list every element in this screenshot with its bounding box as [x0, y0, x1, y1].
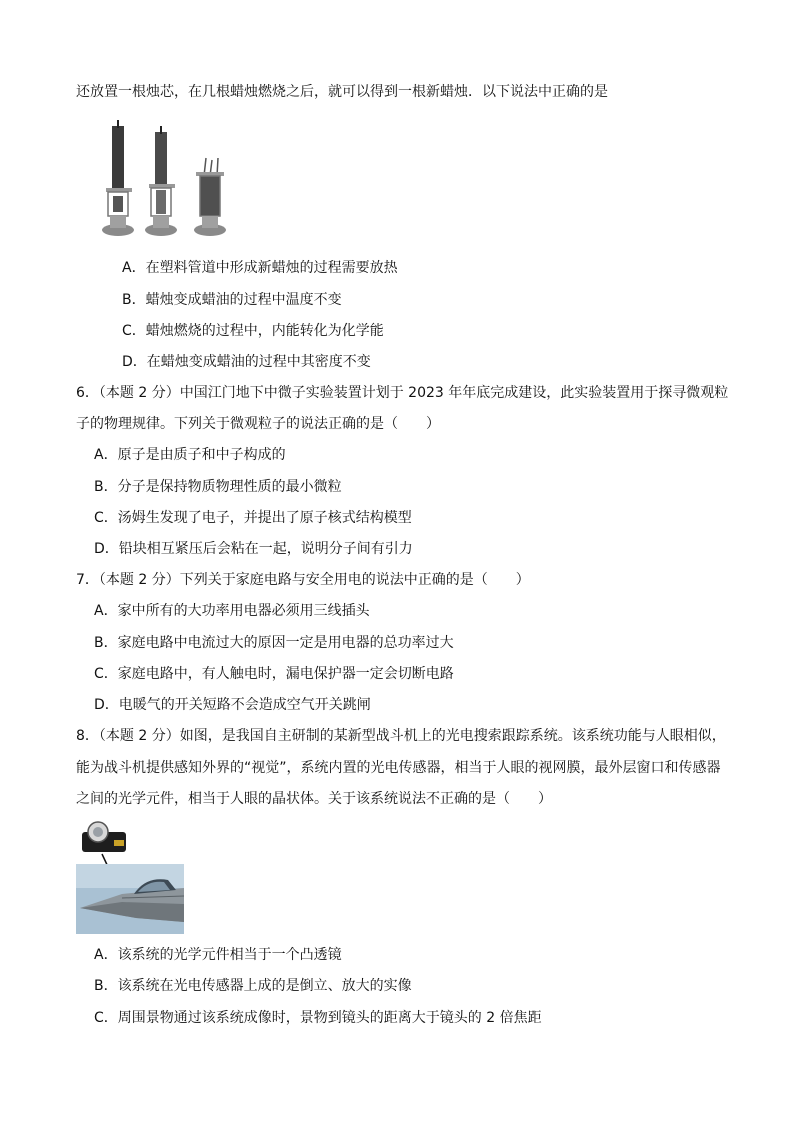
q7-stem-line1: 7．（本题 2 分）下列关于家庭电路与安全用电的说法中正确的是（ ）	[76, 572, 530, 588]
q8-option-c: C．周围景物通过该系统成像时，景物到镜头的距离大于镜头的 2 倍焦距	[94, 1010, 542, 1026]
q8-stem-line1: 8．（本题 2 分）如图，是我国自主研制的某新型战斗机上的光电搜索跟踪系统。该系统功能与人眼相似，	[76, 728, 726, 744]
q6-option-a: A．原子是由质子和中子构成的	[94, 447, 286, 463]
fighter-jet-figure	[76, 818, 184, 934]
q7-option-b: B．家庭电路中电流过大的原因一定是用电器的总功率过大	[94, 635, 454, 651]
q7-option-d: D．电暖气的开关短路不会造成空气开关跳闸	[94, 697, 371, 713]
q5-option-c: C．蜡烛燃烧的过程中，内能转化为化学能	[122, 323, 384, 339]
q6-option-c: C．汤姆生发现了电子，并提出了原子核式结构模型	[94, 510, 412, 526]
q5-option-d: D．在蜡烛变成蜡油的过程中其密度不变	[122, 354, 371, 370]
q6-stem-line1: 6．（本题 2 分）中国江门地下中微子实验装置计划于 2023 年年底完成建设，此实验装置用于探寻微观粒	[76, 385, 729, 401]
q6-option-d: D．铅块相互紧压后会粘在一起，说明分子间有引力	[94, 541, 413, 557]
q8-option-a: A．该系统的光学元件相当于一个凸透镜	[94, 947, 342, 963]
q8-option-b: B．该系统在光电传感器上成的是倒立、放大的实像	[94, 978, 412, 994]
q6-option-b: B．分子是保持物质物理性质的最小微粒	[94, 479, 342, 495]
q5-option-b: B．蜡烛变成蜡油的过程中温度不变	[122, 292, 342, 308]
q7-option-a: A．家中所有的大功率用电器必须用三线插头	[94, 603, 370, 619]
intro-text: 还放置一根烛芯，在几根蜡烛燃烧之后，就可以得到一根新蜡烛．以下说法中正确的是	[76, 84, 608, 100]
q8-stem-line3: 之间的光学元件，相当于人眼的晶状体。关于该系统说法不正确的是（ ）	[76, 791, 552, 807]
q7-option-c: C．家庭电路中，有人触电时，漏电保护器一定会切断电路	[94, 666, 454, 682]
q8-stem-line2: 能为战斗机提供感知外界的“视觉”，系统内置的光电传感器，相当于人眼的视网膜，最外层窗口和传感器	[76, 760, 721, 776]
candle-figure	[100, 118, 235, 244]
q5-option-a: A．在塑料管道中形成新蜡烛的过程需要放热	[122, 260, 398, 276]
q6-stem-line2: 子的物理规律。下列关于微观粒子的说法正确的是（ ）	[76, 416, 440, 432]
